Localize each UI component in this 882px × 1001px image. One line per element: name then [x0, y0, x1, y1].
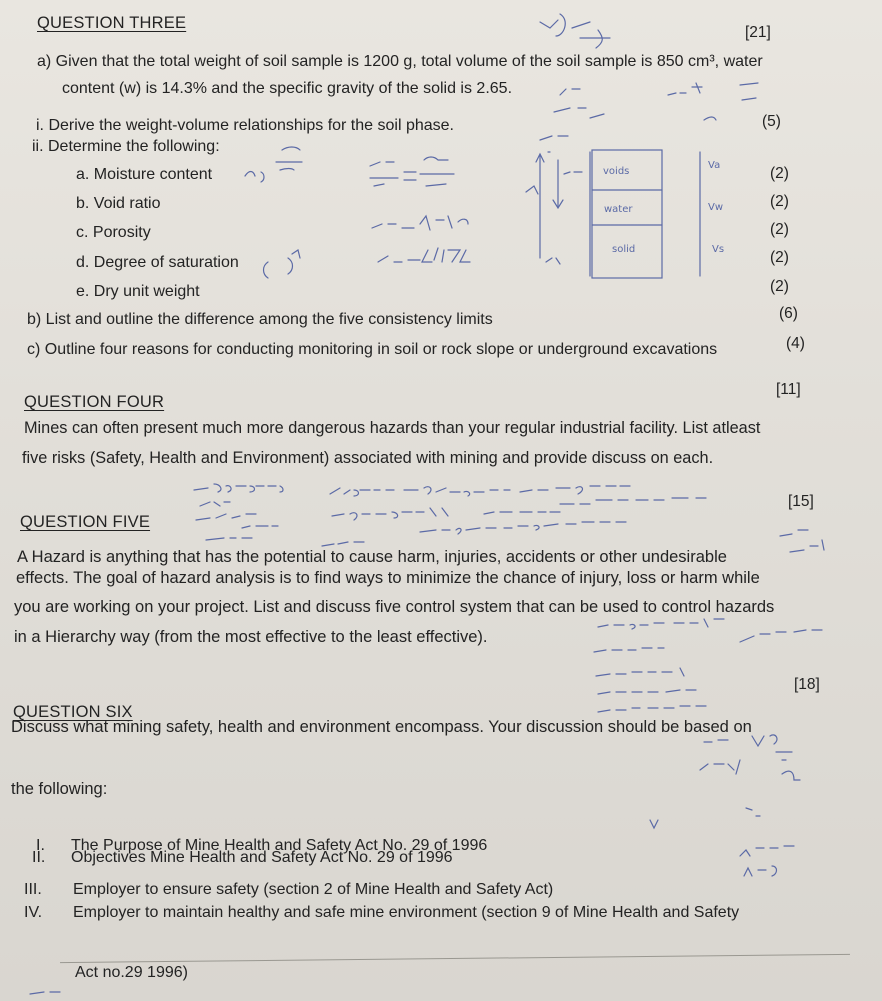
scribble-d-formula: [700, 760, 740, 774]
scribble-paren: [264, 250, 301, 278]
q6-item-2-text: Objectives Mine Health and Safety Act No. 29 of 1996: [71, 849, 453, 866]
scribble-moving-belts: [196, 502, 278, 540]
q6-line2: the following:: [11, 780, 108, 798]
q3-item-c: c. Porosity: [76, 224, 151, 241]
q3-ii-text: ii. Determine the following:: [32, 138, 220, 155]
q6-item-4-num: IV.: [24, 904, 43, 921]
q6-line1: Discuss what mining safety, health and environment encompass. Your discussion should be based on: [11, 718, 752, 736]
scribble-phase-weights: [526, 172, 582, 264]
q3-c-marks: (4): [786, 335, 805, 352]
q4-line1: Mines can often present much more dangerous hazards than your regular industrial facility. List atleast: [24, 419, 761, 437]
scribble-heavy-moving: [332, 508, 448, 520]
phase-arrowhead-ww: [553, 200, 563, 208]
phase-label-water: water: [604, 204, 633, 215]
q6-item-1-num: I.: [36, 837, 45, 854]
q4-heading: QUESTION FOUR: [24, 393, 165, 411]
scribble-265: [540, 136, 568, 152]
scribble-admin: [598, 690, 696, 694]
scribble-ws: [378, 248, 470, 262]
q3-marks: [21]: [745, 24, 771, 41]
q6-marks: [18]: [794, 676, 820, 693]
phase-label-vw: Vw: [708, 202, 724, 213]
scribble-ratio-calc: [370, 157, 454, 186]
phase-label-solid: solid: [612, 244, 636, 255]
q3-item-b-marks: (2): [770, 193, 789, 210]
scribble-work-zero: [740, 846, 794, 856]
scribble-v-question: [744, 866, 777, 876]
phase-arrowhead-w-top: [536, 154, 544, 162]
q3-item-e: e. Dry unit weight: [76, 283, 200, 300]
scribble-engineering: [596, 668, 684, 676]
q3-a-text-line1: a) Given that the total weight of soil sample is 1200 g, total volume of the soil sample is 850 cm³, water: [37, 53, 763, 70]
scribble-fraction: [580, 30, 610, 48]
q3-b-marks: (6): [779, 305, 798, 322]
scribble-methane: [436, 486, 630, 496]
q4-line2: five risks (Safety, Health and Environment) associated with mining and provide discuss on each.: [22, 449, 714, 467]
scribble-moisture: [245, 147, 302, 182]
ruled-line: [60, 954, 850, 963]
q3-heading: QUESTION THREE: [37, 14, 187, 32]
q3-item-a: a. Moisture content: [76, 166, 213, 183]
phase-label-voids: voids: [603, 166, 630, 177]
q3-c-text: c) Outline four reasons for conducting monitoring in soil or rock slope or underground excavations: [27, 341, 718, 358]
q5-line4: in a Hierarchy way (from the most effective to the least effective).: [14, 628, 488, 646]
q4-marks: [11]: [776, 381, 801, 398]
q3-i-marks: (5): [762, 113, 781, 130]
scribble-phileys: [740, 630, 822, 642]
q5-line3: you are working on your project. List and discuss five control system that can be used to control hazards: [14, 598, 775, 616]
scribble-etc: [782, 771, 800, 780]
scribble-gs: [668, 83, 758, 100]
scribble-proper-ventilation: [420, 522, 626, 534]
q5-line2: effects. The goal of hazard analysis is to find ways to minimize the chance of injury, loss or harm while: [16, 569, 760, 587]
q3-item-b: b. Void ratio: [76, 195, 161, 212]
q3-item-d: d. Degree of saturation: [76, 254, 239, 271]
scribble-eliminate: [598, 619, 724, 629]
q5-line1: A Hazard is anything that has the potential to cause harm, injuries, accidents or other undesirable: [17, 548, 727, 566]
q6-item-3-text: Employer to ensure safety (section 2 of Mine Health and Safety Act): [73, 881, 554, 898]
scribble-bottom-left: [30, 992, 60, 994]
q3-b-text: b) List and outline the difference among the five consistency limits: [27, 311, 493, 328]
phase-label-va: Va: [708, 160, 721, 171]
q6-heading: QUESTION SIX: [13, 703, 133, 721]
q3-i-text: i. Derive the weight-volume relationships for the soil phase.: [36, 117, 454, 134]
q3-item-c-marks: (2): [770, 221, 789, 238]
scribble-circle: [704, 117, 716, 120]
q6-item-2-num: II.: [32, 849, 46, 866]
q3-a-text-line2: content (w) is 14.3% and the specific gravity of the solid is 2.65.: [62, 80, 513, 97]
phase-box: [592, 150, 662, 278]
scribble-v-formula: [704, 735, 792, 760]
scribble-ww: [372, 216, 468, 230]
q5-marks: [15]: [788, 493, 814, 510]
q5-heading: QUESTION FIVE: [20, 513, 151, 531]
q6-item-1-text: The Purpose of Mine Health and Safety Act No. 29 of 1996: [71, 837, 488, 854]
q3-item-d-marks: (2): [770, 249, 789, 266]
q3-item-e-marks: (2): [770, 278, 789, 295]
scribble-co-detrimental: [484, 498, 706, 514]
scribble-moving-conveyor: [194, 484, 283, 492]
scribble-v-mark: [650, 808, 760, 828]
scribble-substitution: [594, 648, 664, 652]
q6-item-4-text: Employer to maintain healthy and safe mine environment (section 9 of Mine Health and Safety: [73, 904, 740, 921]
q3-item-a-marks: (2): [770, 165, 789, 182]
phase-label-vs: Vs: [712, 244, 725, 255]
scribble-ppe: [598, 706, 706, 712]
scribble-ratio: [554, 89, 604, 118]
scribble-chemicals: [330, 487, 431, 496]
q6-item-4-cont: Act no.29 1996): [75, 964, 188, 981]
scribble-top: [540, 14, 590, 36]
q6-item-3-num: III.: [24, 881, 42, 898]
